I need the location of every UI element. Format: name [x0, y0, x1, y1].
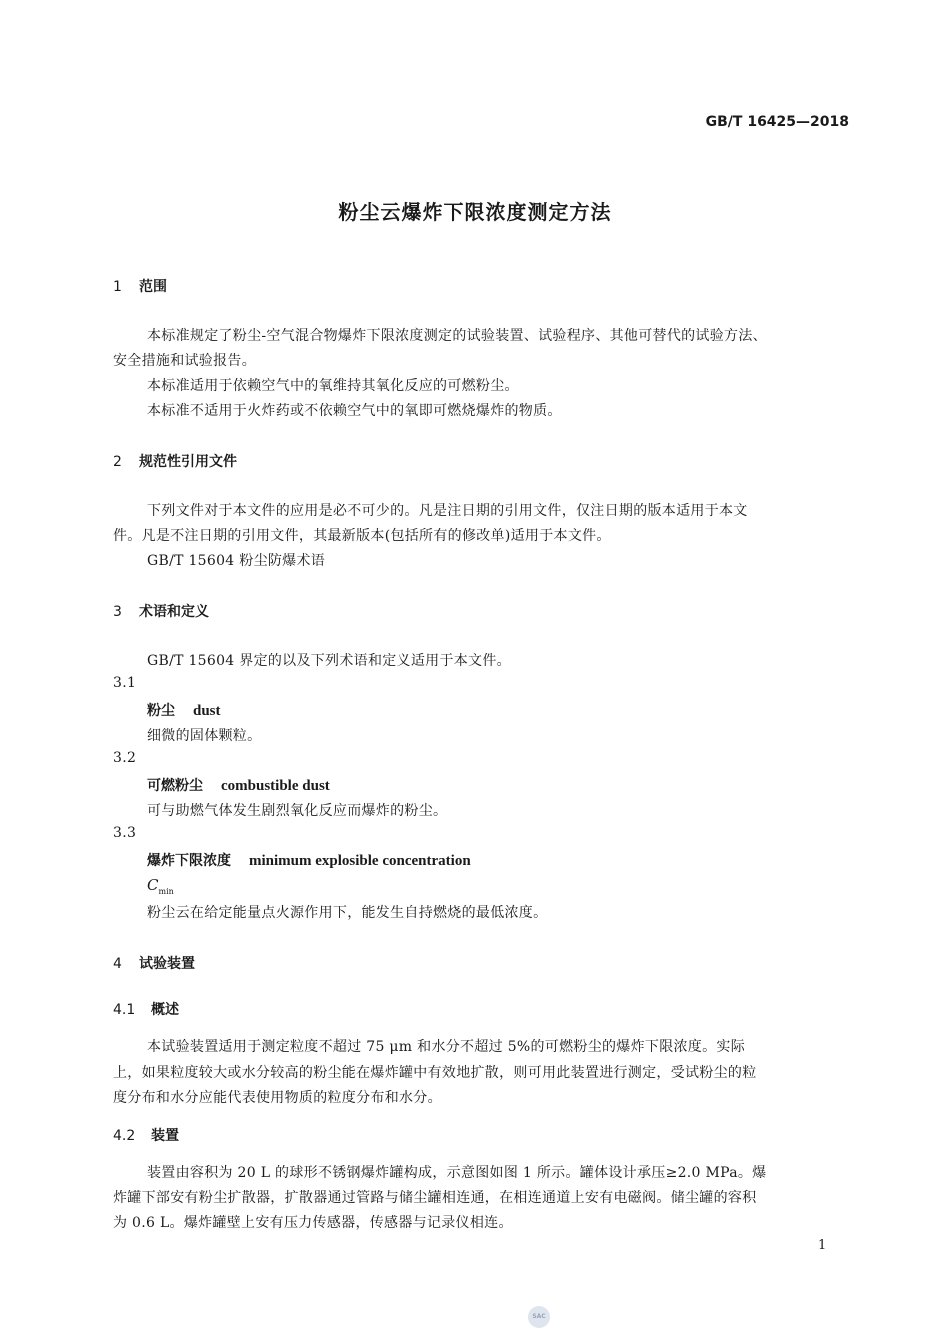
- paragraph-line: 度分布和水分应能代表使用物质的粒度分布和水分。: [113, 1090, 442, 1106]
- paragraph-line: 上，如果粒度较大或水分较高的粉尘能在爆炸罐中有效地扩散，则可用此装置进行测定，受试粉尘的粒: [113, 1065, 757, 1081]
- section-number: 3: [113, 604, 122, 620]
- paragraph-line: 本标准规定了粉尘-空气混合物爆炸下限浓度测定的试验装置、试验程序、其他可替代的试验方法、: [147, 328, 767, 344]
- section-number: 2: [113, 454, 122, 470]
- sac-logo-watermark: SAC: [528, 1306, 550, 1328]
- subsection-title: 概述: [151, 1002, 179, 1018]
- subsection-number: 4.1: [113, 1002, 136, 1018]
- section-title: 范围: [139, 279, 167, 295]
- subsection-4-1-heading: [113, 999, 179, 1019]
- term-definition: 可与助燃气体发生剧烈氧化反应而爆炸的粉尘。: [147, 803, 448, 819]
- paragraph-line: 本标准不适用于火炸药或不依赖空气中的氧即可燃烧爆炸的物质。: [147, 403, 562, 419]
- paragraph-line: 本试验装置适用于测定粒度不超过 75 μm 和水分不超过 5%的可燃粉尘的爆炸下限浓度。实际: [147, 1039, 745, 1055]
- term-name: [147, 700, 221, 720]
- term-en: minimum explosible concentration: [249, 853, 471, 869]
- term-name: [147, 775, 330, 795]
- term-definition: 粉尘云在给定能量点火源作用下，能发生自持燃烧的最低浓度。: [147, 905, 548, 921]
- paragraph-line: 安全措施和试验报告。: [113, 353, 256, 369]
- paragraph-line: 炸罐下部安有粉尘扩散器，扩散器通过管路与储尘罐相连通，在相连通道上安有电磁阀。储尘罐的容积: [113, 1190, 757, 1206]
- term-symbol: [147, 876, 174, 896]
- section-title: 规范性引用文件: [139, 454, 237, 470]
- paragraph-line: 件。凡是不注日期的引用文件，其最新版本(包括所有的修改单)适用于本文件。: [113, 528, 611, 544]
- section-4-heading: [113, 953, 195, 973]
- symbol-letter: C: [147, 876, 159, 894]
- paragraph-line: 为 0.6 L。爆炸罐壁上安有压力传感器，传感器与记录仪相连。: [113, 1215, 513, 1231]
- term-zh: 可燃粉尘: [147, 778, 203, 794]
- document-title: 粉尘云爆炸下限浓度测定方法: [338, 200, 612, 224]
- subsection-title: 装置: [151, 1128, 179, 1144]
- subsection-4-2-heading: [113, 1125, 179, 1145]
- term-en: combustible dust: [221, 778, 330, 794]
- paragraph-line: 装置由容积为 20 L 的球形不锈钢爆炸罐构成，示意图如图 1 所示。罐体设计承压≥2.0 MPa。爆: [147, 1165, 767, 1181]
- section-1-heading: [113, 276, 167, 296]
- section-number: 1: [113, 279, 122, 295]
- term-zh: 粉尘: [147, 703, 175, 719]
- term-number: 3.3: [113, 825, 137, 841]
- section-2-heading: [113, 451, 237, 471]
- standard-number: GB/T 16425—2018: [705, 114, 849, 130]
- term-zh: 爆炸下限浓度: [147, 853, 231, 869]
- section-title: 试验装置: [139, 956, 195, 972]
- section-title: 术语和定义: [139, 604, 209, 620]
- section-number: 4: [113, 956, 122, 972]
- term-number: 3.2: [113, 750, 137, 766]
- term-number: 3.1: [113, 675, 137, 691]
- paragraph-line: GB/T 15604 界定的以及下列术语和定义适用于本文件。: [147, 653, 511, 669]
- page-number: 1: [818, 1238, 827, 1253]
- term-en: dust: [193, 703, 221, 719]
- term-definition: 细微的固体颗粒。: [147, 728, 262, 744]
- symbol-subscript: min: [158, 887, 174, 896]
- paragraph-line: 本标准适用于依赖空气中的氧维持其氧化反应的可燃粉尘。: [147, 378, 519, 394]
- section-3-heading: [113, 601, 209, 621]
- normative-reference: GB/T 15604 粉尘防爆术语: [147, 553, 326, 569]
- paragraph-line: 下列文件对于本文件的应用是必不可少的。凡是注日期的引用文件，仅注日期的版本适用于本文: [147, 503, 748, 519]
- term-name: [147, 850, 471, 870]
- subsection-number: 4.2: [113, 1128, 136, 1144]
